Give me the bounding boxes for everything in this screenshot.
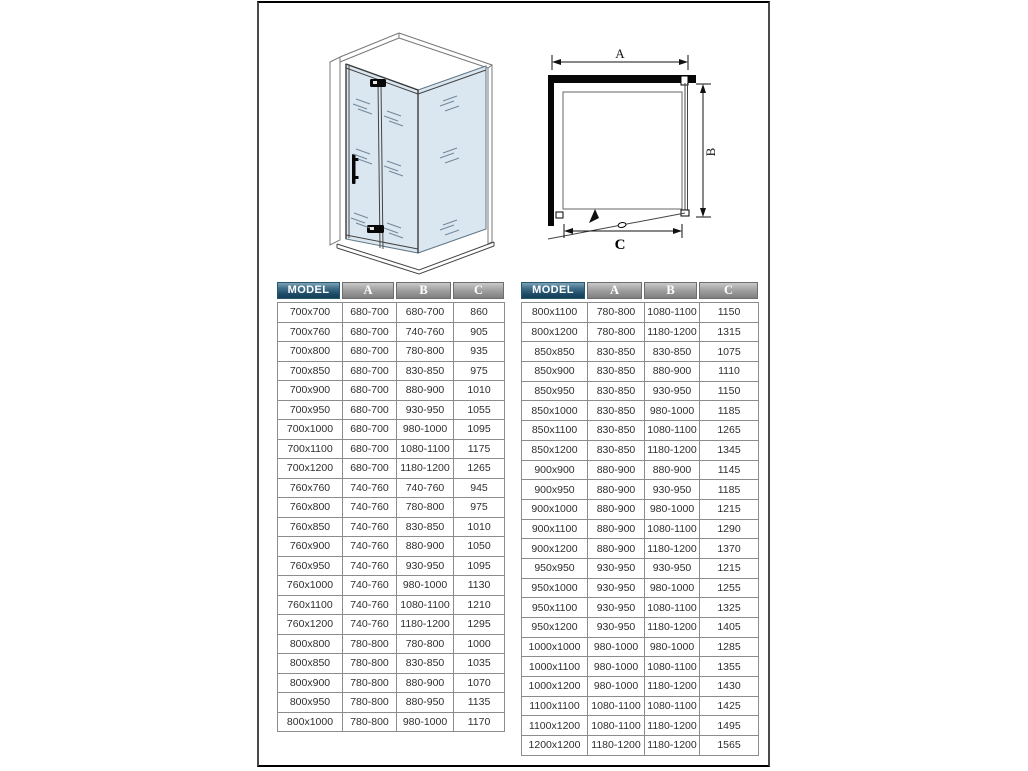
size-cell: 1355 (700, 657, 759, 677)
size-cell: 1135 (454, 693, 505, 713)
size-cell: 880-900 (588, 480, 645, 500)
column-header-model: MODEL (277, 282, 342, 299)
size-cell: 830-850 (588, 440, 645, 460)
size-cell: 1080-1100 (588, 696, 645, 716)
column-header-b: B (396, 282, 453, 299)
size-cell: 1315 (700, 322, 759, 342)
table-row (278, 322, 505, 342)
wall-right-strip (488, 65, 492, 244)
size-cell: 780-800 (588, 322, 645, 342)
dim-b-arrow-bottom (700, 208, 706, 217)
wall-back-right-edge (399, 33, 492, 65)
size-cell: 930-950 (397, 556, 454, 576)
size-cell: 1080-1100 (645, 421, 700, 441)
size-cell: 780-800 (343, 673, 397, 693)
table-row (278, 556, 505, 576)
size-cell: 740-760 (397, 322, 454, 342)
size-cell: 1055 (454, 400, 505, 420)
size-cell: 1405 (700, 618, 759, 638)
size-cell: 880-900 (588, 460, 645, 480)
door-handle-icon (352, 154, 356, 184)
size-cell: 975 (454, 498, 505, 518)
table-row (522, 401, 759, 421)
size-cell: 1255 (700, 578, 759, 598)
table-row (278, 420, 505, 440)
table-row (278, 712, 505, 732)
dim-c-label: C (614, 237, 626, 253)
size-cell: 800x850 (278, 654, 343, 674)
size-cell: 700x1000 (278, 420, 343, 440)
size-cell: 1295 (454, 615, 505, 635)
size-cell: 680-700 (343, 420, 397, 440)
size-cell: 700x760 (278, 322, 343, 342)
size-cell: 1080-1100 (397, 595, 454, 615)
size-cell: 800x1100 (522, 303, 588, 323)
size-table-right-body (521, 302, 759, 756)
size-cell: 980-1000 (588, 657, 645, 677)
table-row (522, 657, 759, 677)
swing-arrow-icon (589, 209, 599, 223)
size-cell: 880-900 (588, 539, 645, 559)
size-cell: 1035 (454, 654, 505, 674)
size-cell: 1000x1100 (522, 657, 588, 677)
table-row (522, 342, 759, 362)
size-cell: 1265 (454, 459, 505, 479)
size-cell: 1095 (454, 556, 505, 576)
size-cell: 1180-1200 (645, 539, 700, 559)
size-cell: 1080-1100 (645, 303, 700, 323)
table-row (522, 519, 759, 539)
wall-left-strip (330, 57, 340, 245)
size-cell: 830-850 (588, 421, 645, 441)
size-cell: 950x1100 (522, 598, 588, 618)
dim-a-label: A (615, 46, 625, 61)
dim-b-arrow-top (700, 84, 706, 93)
size-cell: 1175 (454, 439, 505, 459)
size-cell: 880-900 (588, 499, 645, 519)
table-row (522, 716, 759, 736)
size-cell: 740-760 (343, 498, 397, 518)
size-cell: 1180-1200 (588, 736, 645, 756)
size-cell: 1150 (700, 381, 759, 401)
size-cell: 1075 (700, 342, 759, 362)
size-cell: 1100x1200 (522, 716, 588, 736)
size-cell: 830-850 (645, 342, 700, 362)
size-cell: 930-950 (645, 381, 700, 401)
size-cell: 1180-1200 (397, 459, 454, 479)
table-row (522, 322, 759, 342)
size-cell: 850x1200 (522, 440, 588, 460)
size-cell: 740-760 (343, 478, 397, 498)
size-cell: 950x1200 (522, 618, 588, 638)
size-cell: 1200x1200 (522, 736, 588, 756)
size-cell: 850x950 (522, 381, 588, 401)
dim-b-label: B (703, 147, 718, 157)
size-cell: 830-850 (588, 362, 645, 382)
size-table-left-body (277, 302, 505, 732)
size-cell: 1070 (454, 673, 505, 693)
size-cell: 1180-1200 (645, 716, 700, 736)
size-cell: 1430 (700, 677, 759, 697)
size-cell: 680-700 (343, 381, 397, 401)
size-cell: 1180-1200 (645, 618, 700, 638)
size-cell: 1565 (700, 736, 759, 756)
table-row (522, 362, 759, 382)
size-cell: 950x950 (522, 558, 588, 578)
table-row (522, 499, 759, 519)
table-row (278, 400, 505, 420)
side-glass-line (685, 83, 688, 215)
size-cell: 850x850 (522, 342, 588, 362)
size-cell: 780-800 (397, 634, 454, 654)
size-cell: 780-800 (588, 303, 645, 323)
size-cell: 1080-1100 (588, 716, 645, 736)
table-row (278, 361, 505, 381)
table-row (522, 558, 759, 578)
table-row (278, 634, 505, 654)
size-cell: 830-850 (397, 654, 454, 674)
size-cell: 1000x1000 (522, 637, 588, 657)
size-table-left (277, 282, 504, 732)
table-row (278, 654, 505, 674)
size-cell: 760x950 (278, 556, 343, 576)
tray-outline (563, 92, 682, 209)
table-row (522, 578, 759, 598)
size-cell: 930-950 (588, 598, 645, 618)
table-row (522, 480, 759, 500)
size-cell: 680-700 (343, 342, 397, 362)
size-cell: 780-800 (343, 634, 397, 654)
size-cell: 1495 (700, 716, 759, 736)
size-cell: 1080-1100 (645, 598, 700, 618)
table-row (522, 618, 759, 638)
size-cell: 1265 (700, 421, 759, 441)
size-cell: 760x900 (278, 537, 343, 557)
column-header-model: MODEL (521, 282, 587, 299)
table-row (522, 677, 759, 697)
size-cell: 760x760 (278, 478, 343, 498)
size-cell: 1080-1100 (397, 439, 454, 459)
top-wall-bar (550, 75, 696, 83)
size-cell: 780-800 (343, 693, 397, 713)
size-cell: 1370 (700, 539, 759, 559)
size-cell: 1180-1200 (645, 677, 700, 697)
size-cell: 700x950 (278, 400, 343, 420)
size-cell: 1425 (700, 696, 759, 716)
table-row (278, 303, 505, 323)
table-row (278, 693, 505, 713)
size-cell: 980-1000 (588, 637, 645, 657)
size-cell: 760x1200 (278, 615, 343, 635)
size-cell: 780-800 (343, 712, 397, 732)
wall-back-right-inner (399, 38, 488, 68)
size-cell: 740-760 (397, 478, 454, 498)
door-swing-line (548, 213, 685, 239)
drawings-canvas (259, 3, 768, 281)
size-cell: 800x900 (278, 673, 343, 693)
size-cell: 700x850 (278, 361, 343, 381)
size-cell: 975 (454, 361, 505, 381)
size-cell: 780-800 (343, 654, 397, 674)
bottom-hinge-icon (367, 225, 384, 233)
table-row (278, 576, 505, 596)
size-cell: 740-760 (343, 517, 397, 537)
handle-standoff-bottom (356, 176, 359, 179)
table-row (278, 342, 505, 362)
size-cell: 980-1000 (645, 499, 700, 519)
size-cell: 1180-1200 (645, 736, 700, 756)
size-cell: 830-850 (397, 361, 454, 381)
table-row (278, 673, 505, 693)
size-cell: 900x1100 (522, 519, 588, 539)
table-row (522, 696, 759, 716)
size-cell: 680-700 (343, 303, 397, 323)
size-cell: 800x950 (278, 693, 343, 713)
dim-a-arrow-left (552, 59, 561, 65)
table-row (522, 539, 759, 559)
size-cell: 830-850 (588, 381, 645, 401)
bottom-left-bracket (556, 212, 563, 218)
spec-sheet (257, 1, 770, 767)
size-cell: 740-760 (343, 556, 397, 576)
size-cell: 740-760 (343, 615, 397, 635)
size-cell: 850x1000 (522, 401, 588, 421)
size-table-right (521, 282, 758, 756)
size-cell: 945 (454, 478, 505, 498)
column-header-c: C (699, 282, 758, 299)
size-cell: 760x1000 (278, 576, 343, 596)
size-cell: 1185 (700, 480, 759, 500)
wall-back-left-edge (340, 33, 399, 57)
size-table-left-header (277, 282, 504, 299)
size-cell: 860 (454, 303, 505, 323)
size-cell: 800x800 (278, 634, 343, 654)
table-row (522, 598, 759, 618)
size-cell: 900x900 (522, 460, 588, 480)
size-cell: 1215 (700, 558, 759, 578)
size-cell: 830-850 (588, 342, 645, 362)
size-cell: 830-850 (588, 401, 645, 421)
size-cell: 900x1000 (522, 499, 588, 519)
top-hinge-icon (370, 79, 386, 87)
size-cell: 930-950 (645, 480, 700, 500)
size-cell: 1100x1100 (522, 696, 588, 716)
size-cell: 700x700 (278, 303, 343, 323)
size-cell: 740-760 (343, 576, 397, 596)
size-cell: 980-1000 (397, 420, 454, 440)
size-cell: 905 (454, 322, 505, 342)
size-cell: 980-1000 (645, 637, 700, 657)
size-cell: 1285 (700, 637, 759, 657)
size-cell: 980-1000 (645, 578, 700, 598)
left-wall-bar (548, 75, 554, 226)
dim-c-arrow-left (564, 228, 573, 234)
size-cell: 1185 (700, 401, 759, 421)
table-row (522, 736, 759, 756)
column-header-b: B (644, 282, 699, 299)
size-cell: 1345 (700, 440, 759, 460)
column-header-c: C (453, 282, 504, 299)
bottom-hinge-pin (370, 227, 374, 230)
size-cell: 980-1000 (588, 677, 645, 697)
size-cell: 1180-1200 (397, 615, 454, 635)
size-cell: 680-700 (343, 459, 397, 479)
size-cell: 1170 (454, 712, 505, 732)
dim-c-arrow-right (673, 228, 682, 234)
table-row (278, 439, 505, 459)
size-cell: 850x900 (522, 362, 588, 382)
size-cell: 1010 (454, 381, 505, 401)
size-cell: 1000x1200 (522, 677, 588, 697)
size-cell: 930-950 (588, 578, 645, 598)
size-cell: 700x1100 (278, 439, 343, 459)
size-cell: 700x800 (278, 342, 343, 362)
size-cell: 760x850 (278, 517, 343, 537)
size-cell: 1130 (454, 576, 505, 596)
table-row (278, 517, 505, 537)
size-cell: 930-950 (645, 558, 700, 578)
size-cell: 930-950 (588, 618, 645, 638)
size-cell: 880-900 (645, 460, 700, 480)
door-knob-icon (618, 222, 627, 228)
column-header-a: A (342, 282, 396, 299)
size-cell: 880-950 (397, 693, 454, 713)
table-row (522, 381, 759, 401)
size-cell: 930-950 (588, 558, 645, 578)
size-cell: 780-800 (397, 342, 454, 362)
table-row (522, 460, 759, 480)
table-row (278, 478, 505, 498)
table-row (278, 381, 505, 401)
table-row (278, 615, 505, 635)
size-cell: 1080-1100 (645, 696, 700, 716)
size-cell: 1150 (700, 303, 759, 323)
size-cell: 680-700 (397, 303, 454, 323)
size-cell: 880-900 (645, 362, 700, 382)
size-cell: 680-700 (343, 400, 397, 420)
table-row (522, 303, 759, 323)
size-cell: 1050 (454, 537, 505, 557)
size-cell: 800x1000 (278, 712, 343, 732)
size-cell: 980-1000 (645, 401, 700, 421)
iso-view-diagram (330, 33, 494, 274)
size-cell: 880-900 (397, 381, 454, 401)
size-cell: 930-950 (397, 400, 454, 420)
size-cell: 760x1100 (278, 595, 343, 615)
size-cell: 1000 (454, 634, 505, 654)
table-row (522, 637, 759, 657)
top-hinge-pin (373, 81, 377, 84)
dim-a-arrow-right (679, 59, 688, 65)
table-row (278, 498, 505, 518)
size-cell: 950x1000 (522, 578, 588, 598)
size-cell: 700x900 (278, 381, 343, 401)
size-cell: 1325 (700, 598, 759, 618)
table-row (522, 421, 759, 441)
size-cell: 1210 (454, 595, 505, 615)
size-cell: 680-700 (343, 322, 397, 342)
top-view-diagram (548, 46, 718, 253)
size-cell: 700x1200 (278, 459, 343, 479)
size-cell: 1180-1200 (645, 440, 700, 460)
size-cell: 980-1000 (397, 576, 454, 596)
size-cell: 880-900 (588, 519, 645, 539)
table-row (278, 459, 505, 479)
size-cell: 1095 (454, 420, 505, 440)
size-cell: 740-760 (343, 595, 397, 615)
size-cell: 780-800 (397, 498, 454, 518)
size-cell: 680-700 (343, 361, 397, 381)
size-cell: 935 (454, 342, 505, 362)
size-cell: 1180-1200 (645, 322, 700, 342)
size-cell: 880-900 (397, 673, 454, 693)
size-cell: 900x950 (522, 480, 588, 500)
size-cell: 1010 (454, 517, 505, 537)
size-cell: 1290 (700, 519, 759, 539)
size-cell: 1080-1100 (645, 519, 700, 539)
table-row (522, 440, 759, 460)
size-cell: 900x1200 (522, 539, 588, 559)
size-cell: 880-900 (397, 537, 454, 557)
size-cell: 1110 (700, 362, 759, 382)
size-cell: 1215 (700, 499, 759, 519)
wall-back-left-inner (340, 38, 399, 62)
column-header-a: A (587, 282, 644, 299)
size-cell: 980-1000 (397, 712, 454, 732)
size-cell: 830-850 (397, 517, 454, 537)
side-glass-panel (418, 66, 486, 253)
table-row (278, 595, 505, 615)
size-cell: 850x1100 (522, 421, 588, 441)
size-cell: 740-760 (343, 537, 397, 557)
size-cell: 1080-1100 (645, 657, 700, 677)
size-cell: 1145 (700, 460, 759, 480)
size-cell: 680-700 (343, 439, 397, 459)
size-cell: 800x1200 (522, 322, 588, 342)
table-row (278, 537, 505, 557)
size-cell: 760x800 (278, 498, 343, 518)
size-table-right-header (521, 282, 758, 299)
